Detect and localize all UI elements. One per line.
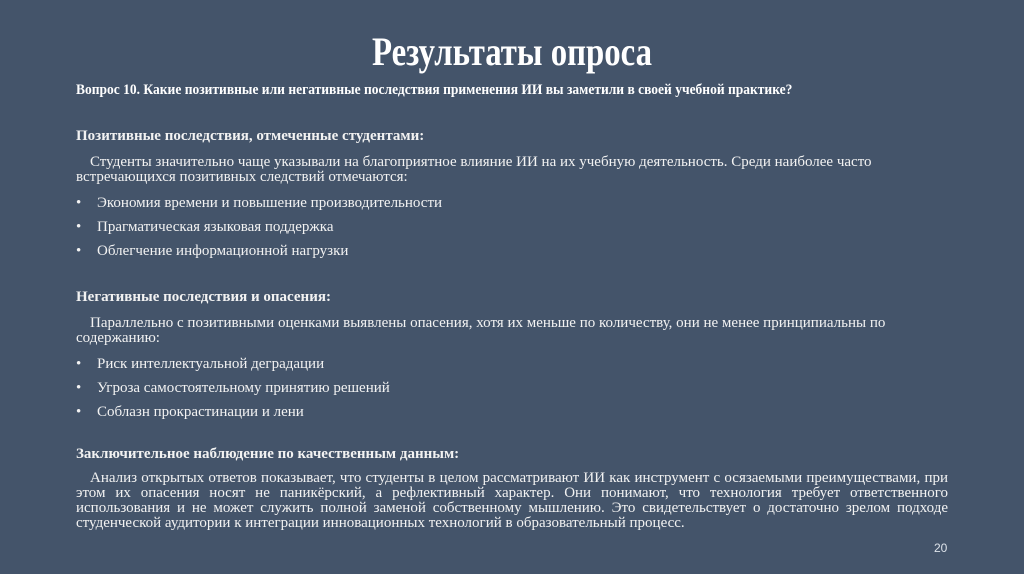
list-item: • Прагматическая языковая поддержка (76, 215, 948, 239)
negative-intro: Параллельно с позитивными оценками выявлены опасения, хотя их меньше по количеству, они не менее принципиальны по содержанию: (76, 315, 886, 346)
positive-section (76, 128, 948, 263)
negative-section (76, 289, 948, 424)
positive-list (76, 191, 948, 263)
list-item: • Экономия времени и повышение производительности (76, 191, 948, 215)
list-item: • Соблазн прокрастинации и лени (76, 400, 948, 424)
list-item: • Облегчение информационной нагрузки (76, 239, 948, 263)
page-number: 20 (934, 541, 948, 555)
positive-intro: Студенты значительно чаще указывали на благоприятное влияние ИИ на их учебную деятельность. Среди наиболее часто встречающихся позитивных следствий отмечаются: (76, 154, 872, 185)
conclusion-section (76, 446, 948, 531)
slide-title: Результаты опроса (371, 29, 653, 74)
bullet-icon: • (76, 219, 82, 235)
conclusion-text: Анализ открытых ответов показывает, что студенты в целом рассматривают ИИ как инструмент с осязаемыми преимуществами, при этом их опасения носят не паникёрский, а рефлективный характер. Они понимают, что технология требует ответственного использования и не может служить полной заменой собственному мышлению. Это свидетельствует о достаточно зрелом подходе студенческой аудитории к интеграции инновационных технологий в образовательный процесс. (76, 470, 948, 531)
negative-list (76, 352, 948, 424)
conclusion-heading: Заключительное наблюдение по качественным данным: (76, 446, 460, 462)
bullet-icon: • (76, 356, 82, 372)
positive-heading: Позитивные последствия, отмеченные студентами: (76, 128, 425, 144)
survey-question: Вопрос 10. Какие позитивные или негативные последствия применения ИИ вы заметили в своей учебной практике? (76, 82, 793, 98)
bullet-icon: • (76, 404, 82, 420)
bullet-icon: • (76, 380, 82, 396)
bullet-icon: • (76, 195, 82, 211)
bullet-icon: • (76, 243, 82, 259)
list-item: • Угроза самостоятельному принятию решений (76, 376, 948, 400)
negative-heading: Негативные последствия и опасения: (76, 289, 331, 305)
list-item: • Риск интеллектуальной деградации (76, 352, 948, 376)
